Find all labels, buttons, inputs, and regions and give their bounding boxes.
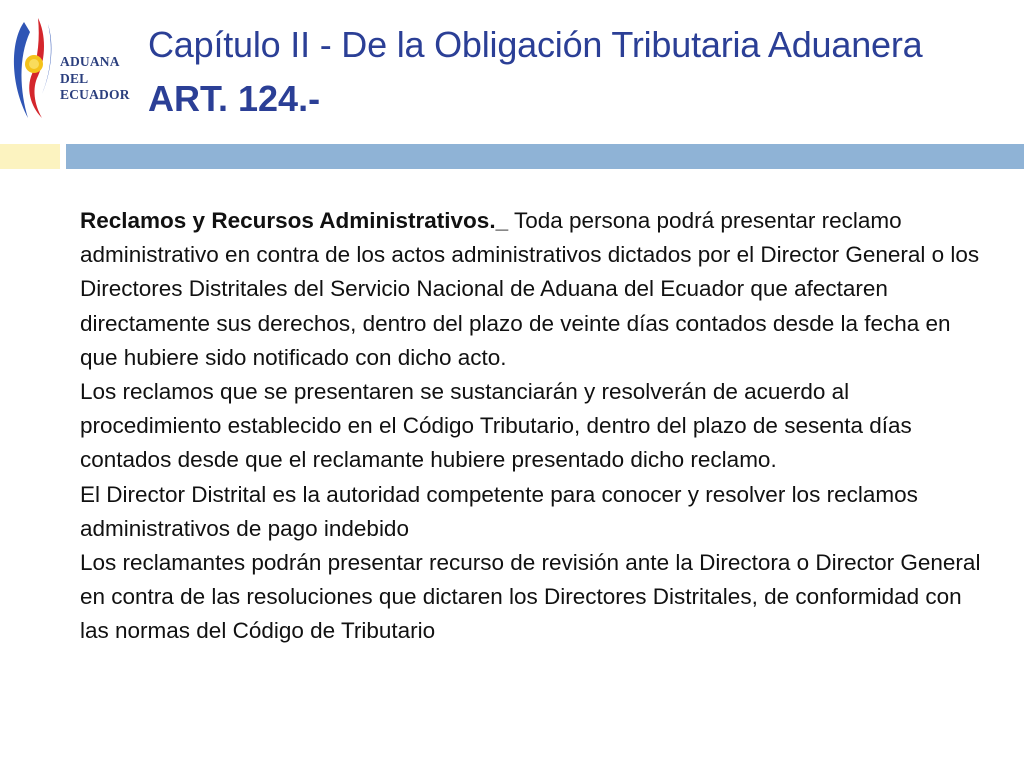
paragraph-sustanciacion: Los reclamos que se presentaren se sustanciarán y resolverán de acuerdo al procedimiento establecido en el Código Tributario, dentro del plazo de sesenta días contados desde que el reclamante hubiere presentado dicho reclamo. (80, 379, 912, 473)
accent-band-right (66, 144, 1024, 169)
logo-line-aduana: ADUANA (60, 54, 120, 69)
paragraph-director-distrital: El Director Distrital es la autoridad competente para conocer y resolver los reclamos administrativos de pago indebido (80, 481, 918, 541)
paragraph-reclamos-text: Toda persona podrá presentar reclamo administrativo en contra de los actos administrativos dictados por el Director General o los Directores Distritales del Servicio Nacional de Aduana del Ecuador que afectaren directamente sus derechos, dentro del plazo de veinte días contados desde la fecha en que hubiere sido notificado con dicho acto. (80, 208, 980, 370)
logo-wordmark (60, 54, 130, 104)
paragraph-reclamos (80, 204, 985, 375)
article-body (80, 204, 985, 649)
logo-line-ecuador: ECUADOR (60, 87, 130, 102)
paragraph-recurso-revision: Los reclamantes podrán presentar recurso de revisión ante la Directora o Director General en contra de las resoluciones que dictaren los Directores Distritales, de conformidad con las normas del Código de Tributario (80, 550, 981, 644)
logo-line-del: DEL (60, 70, 89, 86)
article-number: ART. 124.- (148, 78, 321, 119)
accent-band-left (0, 144, 60, 169)
slide-title: Capítulo II - De la Obligación Tributaria Aduanera (148, 24, 923, 65)
article-heading: Reclamos y Recursos Administrativos._ (80, 208, 509, 233)
aduana-logo (8, 14, 138, 126)
